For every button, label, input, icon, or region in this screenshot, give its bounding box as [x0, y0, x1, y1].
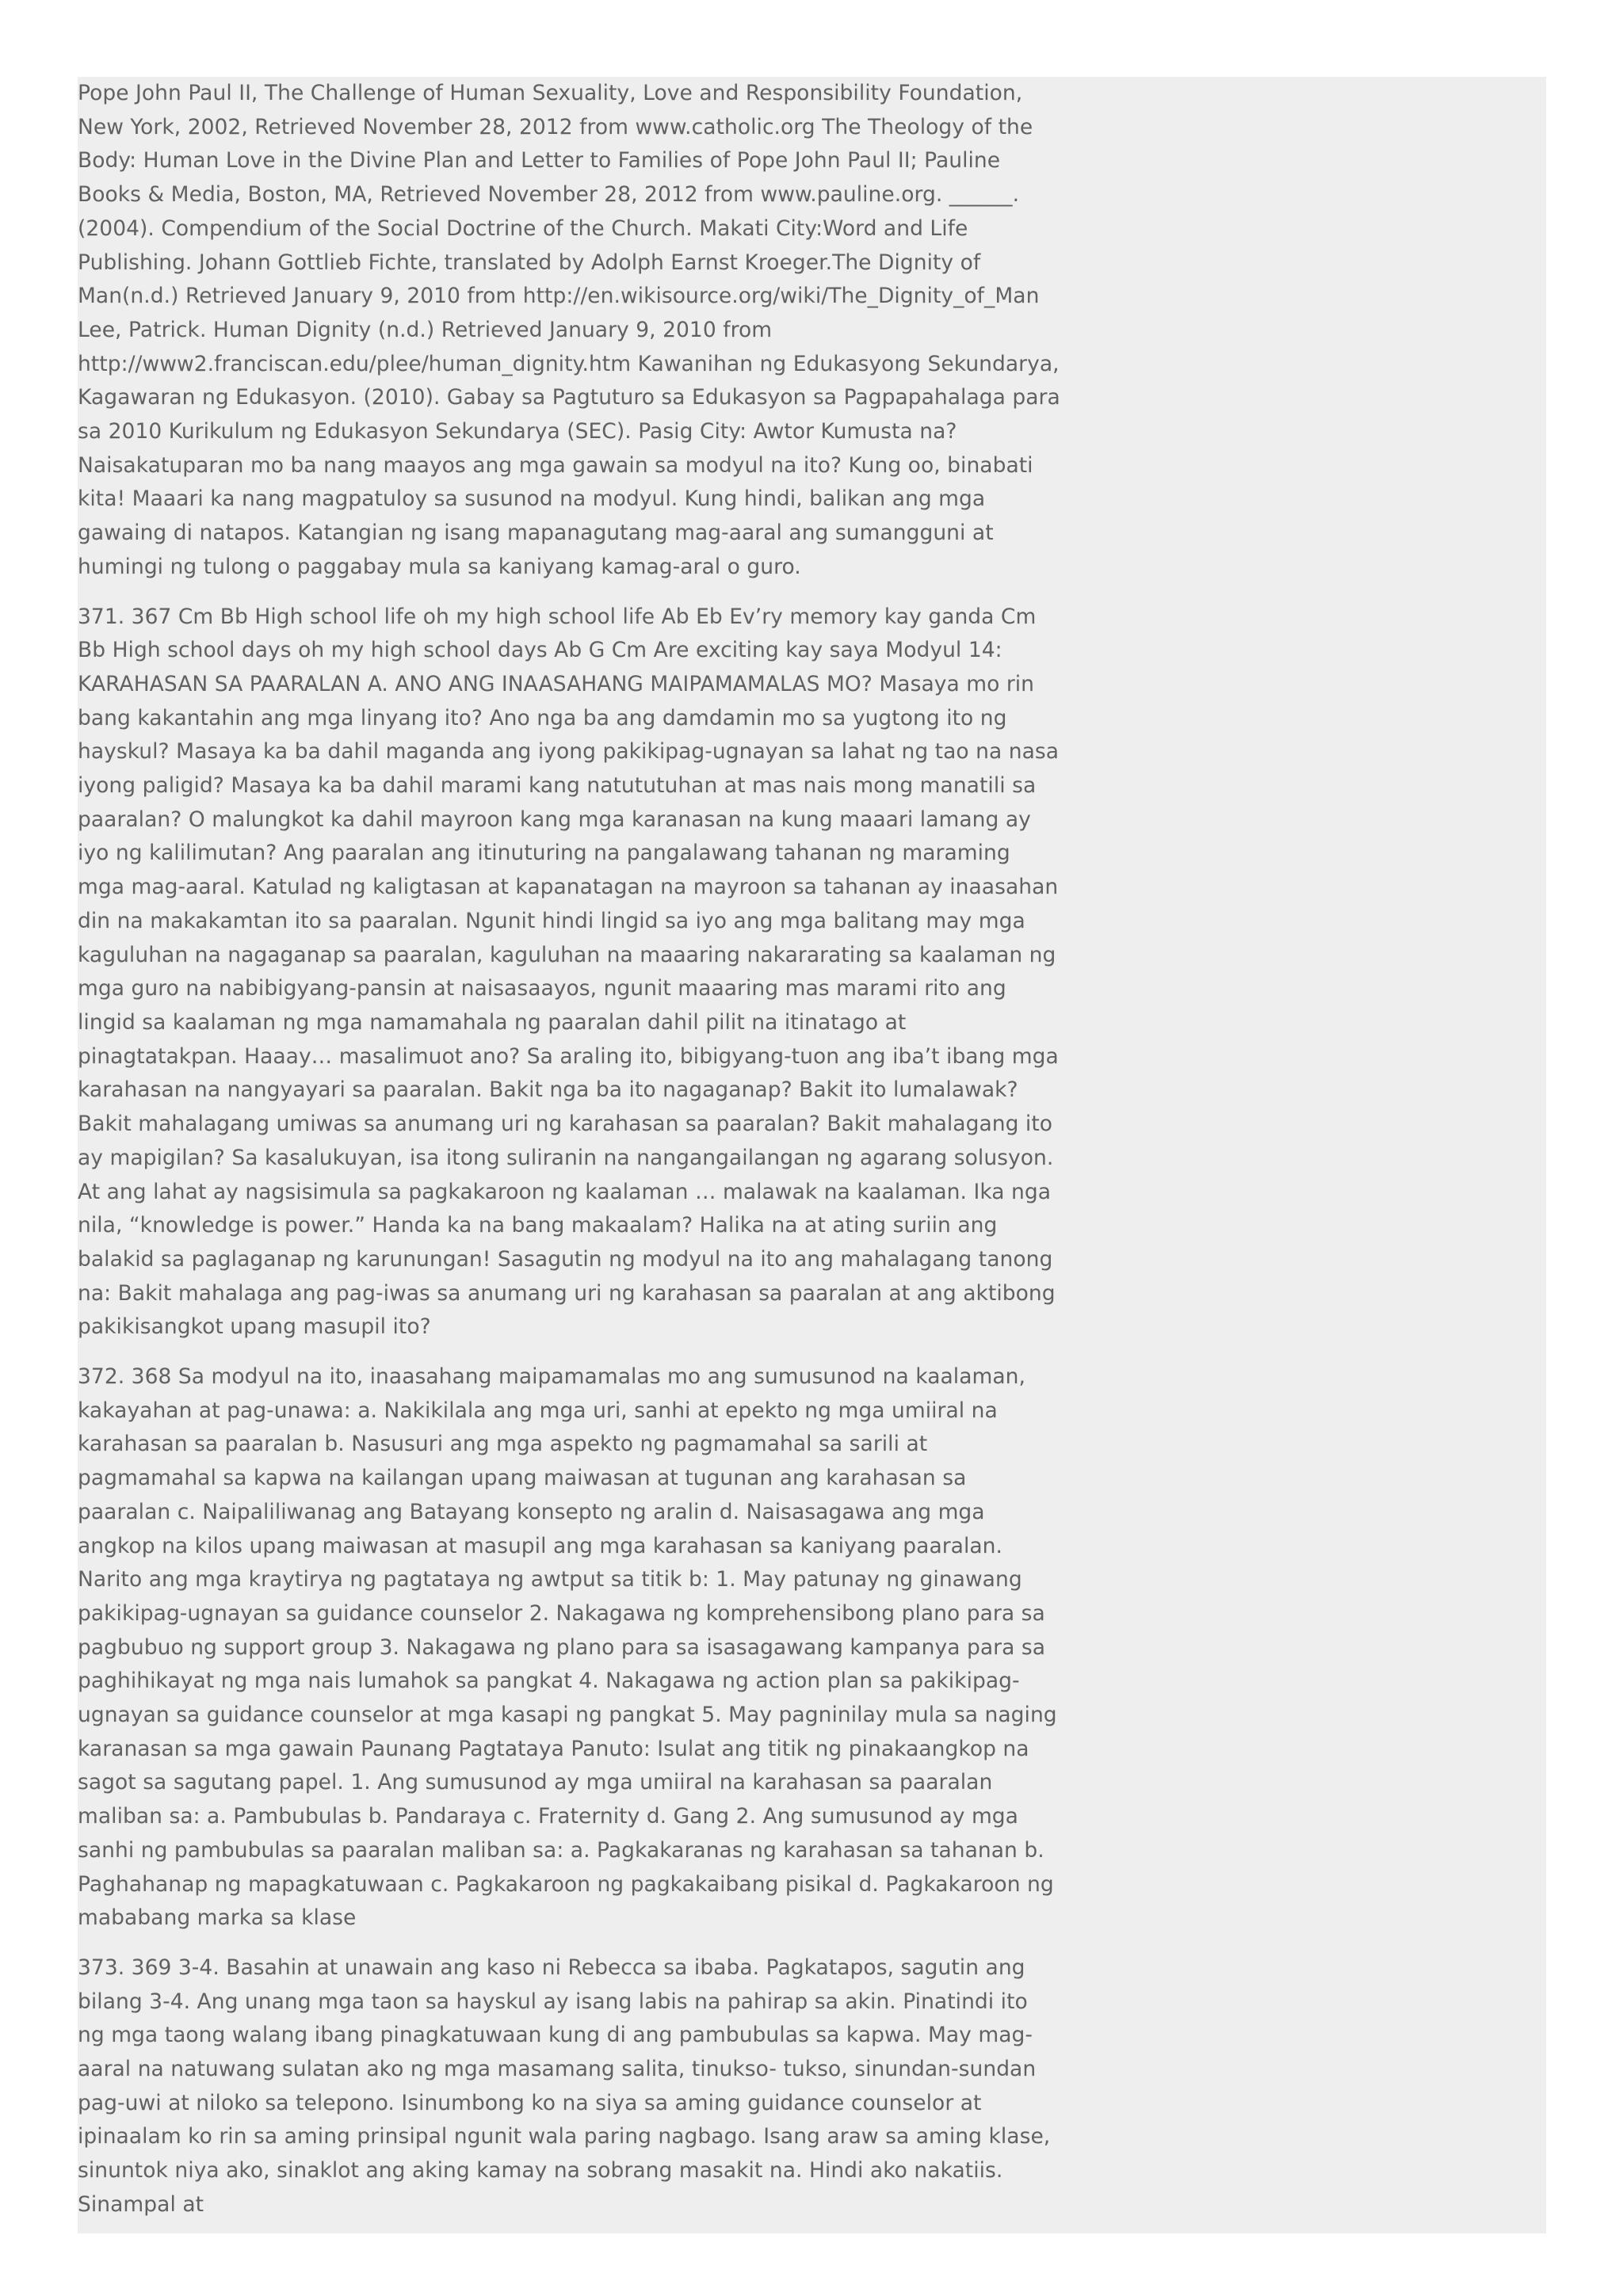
document-page: [78, 77, 1546, 2233]
paragraph-373: 373. 369 3-4. Basahin at unawain ang kaso ni Rebecca sa ibaba. Pagkatapos, sagutin ang bilang 3-4. Ang unang mga taon sa hayskul ay isang labis na pahirap sa akin. Pinatindi ito ng mga taong walang ibang pinagkatuwaan kung di ang pambubulas sa kapwa. May mag-aaral na natuwang sulatan ako ng mga masamang salita, tinukso- tukso, sinundan-sundan pag-uwi at niloko sa telepono. Isinumbong ko na siya sa aming guidance counselor at ipinaalam ko rin sa aming prinsipal ngunit wala paring nagbago. Isang araw sa aming klase, sinuntok niya ako, sinaklot ang aking kamay na sobrang masakit na. Hindi ako nakatiis. Sinampal at: [78, 1955, 1051, 2217]
document-body: [78, 77, 1060, 2233]
paragraph-371: 371. 367 Cm Bb High school life oh my high school life Ab Eb Ev’ry memory kay ganda Cm Bb High school days oh my high school days Ab G Cm Are exciting kay saya Modyul 14: KARAHASAN SA PAARALAN A. ANO ANG INAASAHANG MAIPAMAMALAS MO? Masaya mo rin bang kakantahin ang mga linyang ito? Ano nga ba ang damdamin mo sa yugtong ito ng hayskul? Masaya ka ba dahil maganda ang iyong pakikipag-ugnayan sa lahat ng tao na nasa iyong paligid? Masaya ka ba dahil marami kang natututuhan at mas nais mong manatili sa paaralan? O malungkot ka dahil mayroon kang mga karanasan na kung maaari lamang ay iyo ng kalilimutan? Ang paaralan ang itinuturing na pangalawang tahanan ng maraming mga mag-aaral. Katulad ng kaligtasan at kapanatagan na mayroon sa tahanan ay inaasahan din na makakamtan ito sa paaralan. Ngunit hindi lingid sa iyo ang mga balitang may mga kaguluhan na nagaganap sa paaralan, kaguluhan na maaaring nakararating sa kaalaman ng mga guro na nabibigyang-pansin at naisasaayos, ngunit maaaring mas marami rito ang lingid sa kaalaman ng mga namamahala ng paaralan dahil pilit na itinatago at pinagtatakpan. Haaay… masalimuot ano? Sa araling ito, bibigyang-tuon ang iba’t ibang mga karahasan na nangyayari sa paaralan. Bakit nga ba ito nagaganap? Bakit ito lumalawak? Bakit mahalagang umiwas sa anumang uri ng karahasan sa paaralan? Bakit mahalagang ito ay mapigilan? Sa kasalukuyan, isa itong suliranin na nangangailangan ng agarang solusyon. At ang lahat ay nagsisimula sa pagkakaroon ng kaalaman … malawak na kaalaman. Ika nga nila, “knowledge is power.” Handa ka na bang makaalam? Halika na at ating suriin ang balakid sa paglaganap ng karunungan! Sasagutin ng modyul na ito ang mahalagang tanong na: Bakit mahalaga ang pag-iwas sa anumang uri ng karahasan sa paaralan at ang aktibong pakikisangkot upang masupil ito?: [78, 604, 1060, 1340]
paragraph-references: Pope John Paul II, The Challenge of Human Sexuality, Love and Responsibility Foundation, New York, 2002, Retrieved November 28, 2012 from www.catholic.org The Theology of the Body: Human Love in the Divine Plan and Letter to Families of Pope John Paul II; Pauline Books & Media, Boston, MA, Retrieved November 28, 2012 from www.pauline.org. ______. (2004). Compendium of the Social Doctrine of the Church. Makati City:Word and Life Publishing. Johann Gottlieb Fichte, translated by Adolph Earnst Kroeger.The Dignity of Man(n.d.) Retrieved January 9, 2010 from http://en.wikisource.org/wiki/The_Dignity_of_Man Lee, Patrick. Human Dignity (n.d.) Retrieved January 9, 2010 from http://www2.franciscan.edu/plee/human_dignity.htm Kawanihan ng Edukasyong Sekundarya, Kagawaran ng Edukasyon. (2010). Gabay sa Pagtuturo sa Edukasyon sa Pagpapahalaga para sa 2010 Kurikulum ng Edukasyon Sekundarya (SEC). Pasig City: Awtor Kumusta na? Naisakatuparan mo ba nang maayos ang mga gawain sa modyul na ito? Kung oo, binabati kita! Maaari ka nang magpatuloy sa susunod na modyul. Kung hindi, balikan ang mga gawaing di natapos. Katangian ng isang mapanagutang mag-aaral ang sumangguni at humingi ng tulong o paggabay mula sa kaniyang kamag-aral o guro.: [78, 81, 1060, 579]
paragraph-372: 372. 368 Sa modyul na ito, inaasahang maipamamalas mo ang sumusunod na kaalaman, kakayahan at pag-unawa: a. Nakikilala ang mga uri, sanhi at epekto ng mga umiiral na karahasan sa paaralan b. Nasusuri ang mga aspekto ng pagmamahal sa sarili at pagmamahal sa kapwa na kailangan upang maiwasan at tugunan ang karahasan sa paaralan c. Naipaliliwanag ang Batayang konsepto ng aralin d. Naisasagawa ang mga angkop na kilos upang maiwasan at masupil ang mga karahasan sa kaniyang paaralan. Narito ang mga kraytirya ng pagtataya ng awtput sa titik b: 1. May patunay ng ginawang pakikipag-ugnayan sa guidance counselor 2. Nakagawa ng komprehensibong plano para sa pagbubuo ng support group 3. Nakagawa ng plano para sa isasagawang kampanya para sa paghihikayat ng mga nais lumahok sa pangkat 4. Nakagawa ng action plan sa pakikipag-ugnayan sa guidance counselor at mga kasapi ng pangkat 5. May pagninilay mula sa naging karanasan sa mga gawain Paunang Pagtataya Panuto: Isulat ang titik ng pinakaangkop na sagot sa sagutang papel. 1. Ang sumusunod ay mga umiiral na karahasan sa paaralan maliban sa: a. Pambubulas b. Pandaraya c. Fraternity d. Gang 2. Ang sumusunod ay mga sanhi ng pambubulas sa paaralan maliban sa: a. Pagkakaranas ng karahasan sa tahanan b. Paghahanap ng mapagkatuwaan c. Pagkakaroon ng pagkakaibang pisikal d. Pagkakaroon ng mababang marka sa klase: [78, 1364, 1057, 1931]
